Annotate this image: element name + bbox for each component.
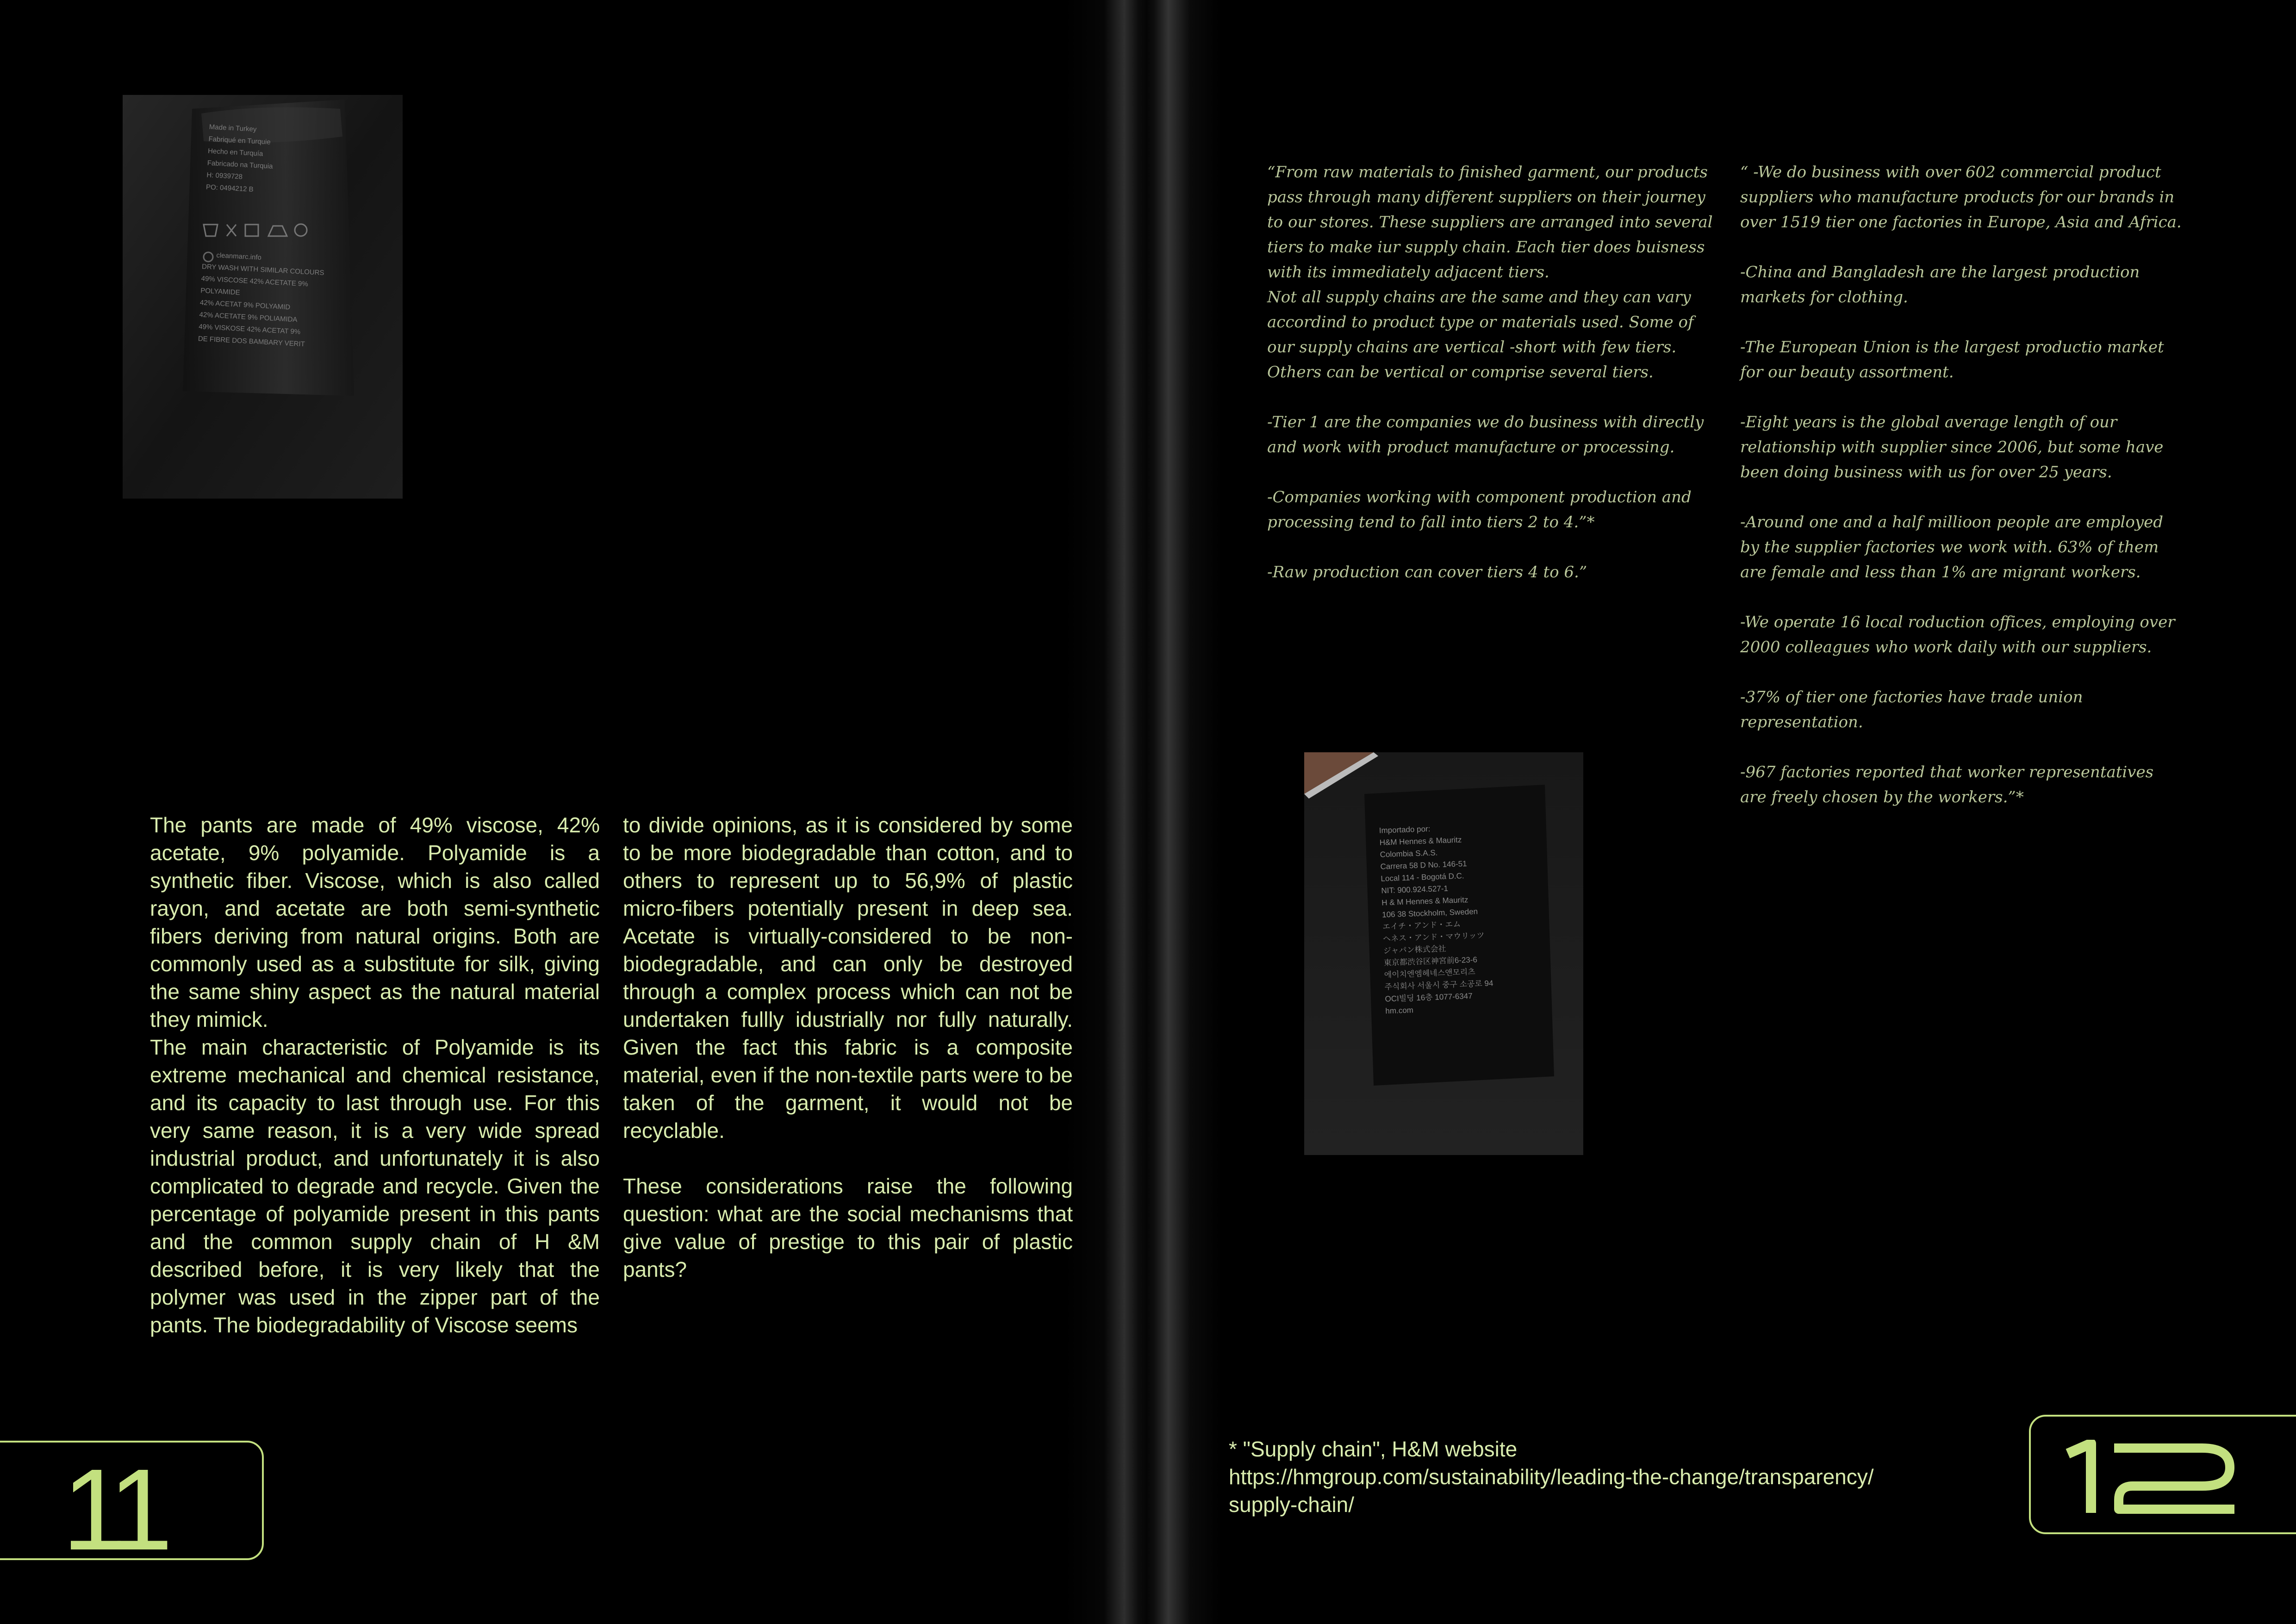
label-text-line: 42% ACETAT 9% POLYAMID [199,299,291,312]
label-text-line: Fabriqué en Turquie [208,135,271,146]
quote-paragraph: “ -We do business with over 602 commercial product suppliers who manufacture products for our brands in over 1519 tier one factories in Europe, Asia and Africa. [1740,163,2182,231]
label-text-line: Colombia S.A.S. [1380,848,1438,859]
label-text-line: 49% VISKOSE 42% ACETAT 9% [198,323,301,336]
quote-paragraph: -Tier 1 are the companies we do business with directly and work with product manufacture or processing. [1267,413,1704,456]
quote-paragraph: -Raw production can cover tiers 4 to 6.” [1267,563,1587,581]
care-label-image [123,95,403,499]
label-text-line: OCI빌딩 16층 1077-6347 [1385,991,1473,1004]
paragraph: to divide opinions, as it is considered by some to be more biodegradable than cotton, and to others to represent up to 56,9% of plastic micro-fibers potentially present in deep sea. Acetate is virtually-considered to be non-biodegradable, and can only be destroyed through a complex process which can not be undertaken fullly idustrially nor fully naturally. Given the fact this fabric is a composite material, even if the non-textile parts were to be taken of the garment, it would not be recyclable. [623,813,1073,1143]
label-text-line: H: 0939728 [206,171,243,181]
label-text-line: POLYAMIDE [200,287,241,297]
label-text-line: 49% VISCOSE 42% ACETATE 9% [201,275,309,288]
paragraph: These considerations raise the following question: what are the social mechanisms that give value of prestige to this pair of plastic pants? [623,1174,1073,1281]
page-gutter [1064,0,1222,1624]
label-text-line: Local 114 - Bogotá D.C. [1381,871,1464,883]
quote-paragraph: -Around one and a half millioon people are employed by the supplier factories we work with. 63% of them are female and less than 1% are migrant workers. [1740,513,2163,581]
page-number-box-right [2029,1415,2296,1534]
quote-paragraph: -Eight years is the global average length of our relationship with supplier since 2006, but some have been doing business with us for over 25 years. [1740,413,2164,481]
care-label-photo [123,95,403,499]
label-text-line: cleanmarc.info [216,251,262,262]
label-text-line: NIT: 900.924.527-1 [1381,884,1449,895]
label-text-line: ヘネス・アンド・マウリッツ [1382,931,1485,943]
quote-paragraph: -37% of tier one factories have trade union representation. [1740,688,2083,731]
quote-column-left [1267,160,1721,610]
import-label-image [1304,752,1583,1155]
label-text-line: 주식회사 서울시 중구 소공로 94 [1384,979,1493,992]
page-number-12-glyph [2063,1440,2239,1514]
footnote-link-cont[interactable]: supply-chain/ [1229,1493,1355,1517]
label-text-line: ジャパン株式会社 [1383,944,1446,956]
footnote-citation: * "Supply chain", H&M website [1229,1437,1518,1461]
label-text-line: Importado por: [1379,824,1431,835]
quote-paragraph: -China and Bangladesh are the largest production markets for clothing. [1740,263,2140,306]
quote-column-right [1740,160,2184,835]
label-text-line: DRY WASH WITH SIMILAR COLOURS [201,262,324,277]
paragraph: The main characteristic of Polyamide is its extreme mechanical and chemical resistance, and its capacity to last through use. For this very same reason, it is a very wide spread industrial product, and unfortunately it is also complicated to degrade and recycle. Given the percentage of polyamide present in this pants and the common supply chain of H &M described before, it is very likely that the polymer was used in the zipper part of the pants. The biodegradability of Viscose seems [150,1035,600,1337]
label-text-line: DE FIBRE DOS BAMBARY VERIT [198,335,305,349]
quote-paragraph: -The European Union is the largest productio market for our beauty assortment. [1740,338,2164,381]
page-number-box-left [0,1441,264,1574]
article-column-1 [150,811,600,1339]
label-text-line: Carrera 58 D No. 146-51 [1380,859,1467,871]
label-text-line: Hecho en Turquía [207,147,263,158]
page-number: 11 [62,1445,164,1574]
label-text-line: hm.com [1385,1006,1414,1016]
label-text-line: H&M Hennes & Mauritz [1379,835,1462,847]
label-text-line: Made in Turkey [209,123,257,134]
label-text-line: エイチ・アンド・エム [1382,919,1461,931]
footnote-link[interactable]: https://hmgroup.com/sustainability/leading-the-change/transparency/ [1229,1465,1874,1489]
quote-paragraph: “From raw materials to finished garment, our products pass through many different suppliers on their journey to our stores. These suppliers are arranged into several tiers to make iur supply chain. Each tier does buisness with its immediately adjacent tiers. Not all supply chains are the same and they can vary accordind to product type or materials used. Some of our supply chains are vertical -short with few tiers. Others can be vertical or comprise several tiers. [1267,163,1713,381]
import-label-photo [1304,752,1583,1155]
quote-paragraph: -We operate 16 local roduction offices, employing over 2000 colleagues who work daily with our suppliers. [1740,613,2175,656]
label-text-line: 東京都渋谷区神宮前6-23-6 [1383,955,1478,968]
paragraph: The pants are made of 49% viscose, 42% acetate, 9% polyamide. Polyamide is a synthetic fiber. Viscose, which is also called rayon, and acetate are both semi-synthetic fibers deriving from natural origins. Both are commonly used as a substitute for silk, giving the same shiny aspect as the natural material they mimick. [150,813,600,1031]
label-text-line: H & M Hennes & Mauritz [1381,895,1468,907]
label-text-line: 42% ACETATE 9% POLIAMIDA [199,311,298,324]
label-text-line: PO: 0494212 B [205,183,254,194]
label-text-line: 에이치엔엠헤네스앤모리츠 [1384,967,1476,980]
footnote [1229,1435,1874,1518]
quote-paragraph: -967 factories reported that worker representatives are freely chosen by the workers.”* [1740,763,2154,806]
quote-paragraph: -Companies working with component production and processing tend to fall into tiers 2 to 4.”* [1267,488,1692,531]
label-text-line: Fabricado na Turquia [207,159,273,171]
label-text-line: 106 38 Stockholm, Sweden [1381,907,1478,919]
article-column-2 [623,811,1073,1283]
